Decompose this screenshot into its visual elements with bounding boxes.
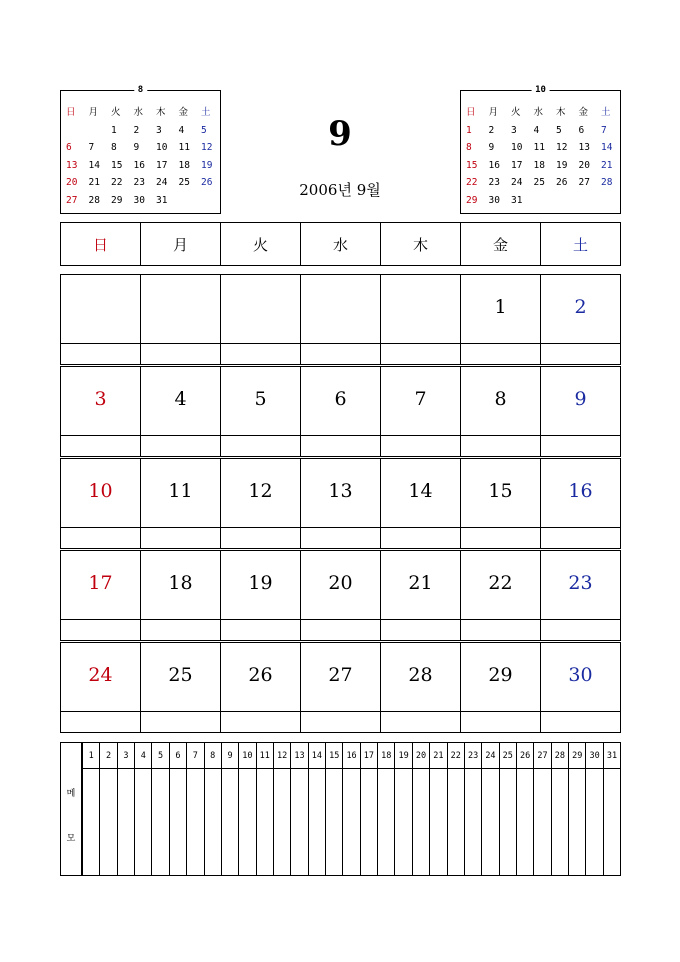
day-cell[interactable]: [140, 551, 220, 640]
mini-day: 22: [466, 177, 478, 188]
day-cell[interactable]: [61, 643, 140, 732]
mini-day: 4: [178, 124, 185, 136]
mini-calendar-grid: [464, 104, 622, 209]
day-note-strip: [461, 527, 540, 548]
mini-day: 23: [488, 177, 500, 188]
day-number: 13: [328, 480, 353, 502]
mini-day: 1: [466, 124, 472, 136]
mini-day: 11: [533, 142, 545, 153]
memo-day-number: 19: [395, 743, 411, 769]
mini-day: 24: [156, 177, 168, 188]
day-note-strip: [61, 435, 140, 456]
day-cell[interactable]: [140, 367, 220, 456]
day-cell[interactable]: [460, 275, 540, 364]
memo-label-bottom: 모: [66, 834, 76, 844]
mini-weekday-label: 金: [578, 107, 589, 118]
mini-day: 6: [578, 124, 585, 136]
day-cell[interactable]: [300, 367, 380, 456]
memo-day-column[interactable]: [377, 743, 394, 875]
day-number: 29: [488, 664, 513, 686]
day-cell[interactable]: [220, 367, 300, 456]
day-cell[interactable]: [540, 275, 620, 364]
mini-day: 31: [511, 194, 523, 206]
day-number: 14: [408, 480, 433, 502]
day-cell[interactable]: [300, 459, 380, 548]
day-note-strip: [461, 619, 540, 640]
mini-calendar-previous: [60, 85, 221, 214]
day-number: 5: [254, 388, 267, 410]
mini-day: 17: [156, 159, 168, 171]
day-number: 25: [168, 664, 193, 686]
day-cell[interactable]: [460, 367, 540, 456]
weekday-header: 水: [300, 223, 380, 265]
mini-weekday-label: 金: [178, 107, 189, 118]
mini-day: 16: [488, 159, 500, 171]
memo-day-column[interactable]: [204, 743, 221, 875]
mini-day: 13: [66, 159, 78, 171]
month-number: 9: [328, 114, 352, 154]
day-number: 10: [88, 480, 113, 502]
mini-day: 6: [66, 142, 72, 153]
day-note-strip: [221, 619, 300, 640]
day-cell[interactable]: [380, 643, 460, 732]
memo-day-column[interactable]: [151, 743, 168, 875]
day-note-strip: [381, 527, 460, 548]
mini-day: 14: [601, 142, 613, 153]
day-cell[interactable]: [300, 275, 380, 364]
memo-day-column[interactable]: [481, 743, 498, 875]
memo-day-column[interactable]: [533, 743, 550, 875]
mini-day: 21: [88, 177, 100, 188]
day-note-strip: [61, 527, 140, 548]
mini-weekday-label: 土: [201, 107, 211, 118]
weekday-header: 金: [460, 223, 540, 265]
day-number: 4: [174, 388, 187, 410]
day-cell[interactable]: [380, 551, 460, 640]
mini-weekday-label: 火: [511, 107, 521, 118]
day-number: 30: [568, 664, 593, 686]
page-title: 2006년 9월: [299, 181, 381, 199]
mini-day: 30: [488, 194, 500, 206]
memo-label: [61, 743, 82, 875]
day-cell[interactable]: [140, 459, 220, 548]
memo-day-number: 2: [100, 743, 116, 769]
day-note-strip: [541, 527, 620, 548]
mini-weekday-label: 日: [66, 107, 76, 118]
memo-day-number: 28: [552, 743, 568, 769]
memo-day-number: 8: [205, 743, 221, 769]
day-number: 18: [168, 572, 193, 594]
day-note-strip: [381, 435, 460, 456]
memo-label-top: 메: [66, 789, 76, 799]
day-note-strip: [141, 527, 220, 548]
day-note-strip: [141, 619, 220, 640]
mini-weekday-label: 水: [533, 107, 544, 118]
memo-day-number: 13: [291, 743, 307, 769]
memo-day-number: 30: [586, 743, 602, 769]
mini-day: 2: [133, 124, 140, 136]
memo-day-number: 31: [604, 743, 620, 769]
mini-day: 23: [133, 177, 145, 188]
mini-calendar-month-label: 8: [134, 83, 147, 97]
mini-day: 28: [601, 177, 613, 188]
day-note-strip: [301, 435, 380, 456]
mini-day: 12: [201, 142, 213, 153]
week-row: [60, 642, 621, 733]
day-note-strip: [461, 343, 540, 364]
day-cell[interactable]: [460, 459, 540, 548]
mini-day: 14: [88, 159, 100, 171]
day-number: 26: [248, 664, 273, 686]
memo-day-number: 9: [222, 743, 238, 769]
memo-day-number: 26: [517, 743, 533, 769]
memo-day-column[interactable]: [342, 743, 359, 875]
mini-day: 1: [111, 124, 117, 136]
mini-day: 28: [88, 194, 100, 206]
day-note-strip: [221, 435, 300, 456]
day-cell[interactable]: [460, 551, 540, 640]
week-row: [60, 550, 621, 641]
mini-calendar-next: [460, 85, 621, 214]
mini-day: 2: [488, 124, 495, 136]
day-cell[interactable]: [540, 459, 620, 548]
mini-day: 26: [556, 177, 568, 188]
mini-day: 12: [556, 142, 568, 153]
memo-day-column[interactable]: [134, 743, 151, 875]
mini-day: 24: [511, 177, 523, 188]
week-row: [60, 274, 621, 365]
memo-day-number: 10: [239, 743, 255, 769]
mini-day: 15: [466, 159, 478, 171]
day-note-strip: [541, 711, 620, 732]
day-note-strip: [461, 435, 540, 456]
day-number: 12: [248, 480, 273, 502]
mini-day: 4: [533, 124, 540, 136]
day-note-strip: [141, 435, 220, 456]
memo-day-column[interactable]: [169, 743, 186, 875]
mini-weekday-label: 木: [156, 107, 166, 118]
memo-day-number: 25: [500, 743, 516, 769]
week-row: [60, 366, 621, 457]
weekday-header: 木: [380, 223, 460, 265]
day-note-strip: [141, 343, 220, 364]
memo-day-column[interactable]: [447, 743, 464, 875]
mini-weekday-label: 土: [601, 107, 611, 118]
day-note-strip: [541, 435, 620, 456]
day-note-strip: [541, 619, 620, 640]
mini-day: 21: [601, 159, 613, 171]
week-row: [60, 458, 621, 549]
memo-day-column[interactable]: [325, 743, 342, 875]
memo-day-column[interactable]: [464, 743, 481, 875]
day-number: 17: [88, 572, 113, 594]
memo-day-number: 1: [83, 743, 99, 769]
memo-day-number: 16: [343, 743, 359, 769]
memo-day-column[interactable]: [308, 743, 325, 875]
mini-day: 20: [66, 177, 78, 188]
mini-day: 16: [133, 159, 145, 171]
mini-day: 22: [111, 177, 123, 188]
day-cell[interactable]: [380, 275, 460, 364]
day-note-strip: [381, 711, 460, 732]
memo-day-column[interactable]: [117, 743, 134, 875]
memo-day-number: 27: [534, 743, 550, 769]
day-number: 9: [574, 388, 587, 410]
day-number: 23: [568, 572, 593, 594]
mini-day: [64, 122, 87, 140]
mini-weekday-label: 水: [133, 107, 144, 118]
day-note-strip: [61, 343, 140, 364]
day-cell[interactable]: [540, 367, 620, 456]
day-cell[interactable]: [140, 643, 220, 732]
mini-day: 8: [111, 142, 117, 153]
mini-day: [177, 192, 200, 210]
day-cell[interactable]: [220, 275, 300, 364]
day-cell[interactable]: [220, 643, 300, 732]
day-note-strip: [61, 711, 140, 732]
memo-day-column[interactable]: [256, 743, 273, 875]
memo-day-number: 21: [430, 743, 446, 769]
mini-day: 3: [511, 124, 517, 136]
mini-day: 25: [533, 177, 545, 188]
day-note-strip: [221, 527, 300, 548]
day-number: 28: [408, 664, 433, 686]
memo-day-column[interactable]: [360, 743, 377, 875]
memo-day-column[interactable]: [429, 743, 446, 875]
mini-day: 7: [88, 142, 95, 153]
day-cell[interactable]: [220, 551, 300, 640]
day-cell[interactable]: [61, 275, 140, 364]
day-cell[interactable]: [300, 643, 380, 732]
mini-day: 9: [133, 142, 140, 153]
day-note-strip: [461, 711, 540, 732]
day-number: 21: [408, 572, 433, 594]
mini-day: 10: [156, 142, 168, 153]
day-number: 24: [88, 664, 113, 686]
mini-day: 11: [178, 142, 190, 153]
mini-day: 7: [601, 124, 607, 136]
day-number: 6: [334, 388, 347, 410]
day-note-strip: [381, 619, 460, 640]
mini-day: 26: [201, 177, 213, 188]
mini-day: 20: [578, 159, 590, 171]
day-number: 3: [94, 388, 107, 410]
mini-day: 27: [578, 177, 590, 188]
mini-day: 3: [156, 124, 162, 136]
day-note-strip: [141, 711, 220, 732]
day-note-strip: [301, 527, 380, 548]
memo-day-number: 3: [118, 743, 134, 769]
mini-calendar-month-label: 10: [531, 83, 550, 97]
day-number: 7: [414, 388, 427, 410]
day-note-strip: [301, 711, 380, 732]
day-number: 1: [494, 296, 507, 318]
mini-day: 25: [178, 177, 190, 188]
weekday-header: 日: [92, 235, 108, 254]
day-number: 16: [568, 480, 593, 502]
mini-day: 31: [156, 194, 168, 206]
mini-day: 18: [533, 159, 545, 171]
mini-day: 9: [488, 142, 495, 153]
day-note-strip: [221, 711, 300, 732]
mini-day: [199, 192, 222, 210]
mini-day: 30: [133, 194, 145, 206]
mini-day: 10: [511, 142, 523, 153]
memo-day-number: 11: [257, 743, 273, 769]
mini-weekday-label: 月: [88, 107, 99, 118]
mini-day: 27: [66, 194, 78, 206]
memo-day-column[interactable]: [394, 743, 411, 875]
day-number: 22: [488, 572, 513, 594]
mini-weekday-label: 火: [111, 107, 121, 118]
day-number: 20: [328, 572, 353, 594]
day-note-strip: [381, 343, 460, 364]
memo-day-column[interactable]: [238, 743, 255, 875]
mini-day: 13: [578, 142, 590, 153]
mini-day: 15: [111, 159, 123, 171]
memo-day-column[interactable]: [186, 743, 203, 875]
mini-day: [532, 192, 555, 210]
day-cell[interactable]: [61, 367, 140, 456]
memo-day-number: 29: [569, 743, 585, 769]
day-number: 8: [494, 388, 507, 410]
day-cell[interactable]: [460, 643, 540, 732]
day-note-strip: [301, 343, 380, 364]
weekday-header: 火: [220, 223, 300, 265]
memo-day-column[interactable]: [585, 743, 602, 875]
mini-day: 29: [111, 194, 123, 206]
weekday-header-row: [60, 222, 621, 266]
memo-day-column[interactable]: [516, 743, 533, 875]
day-cell[interactable]: [220, 459, 300, 548]
day-cell[interactable]: [540, 643, 620, 732]
day-note-strip: [221, 343, 300, 364]
memo-day-column[interactable]: [99, 743, 116, 875]
mini-day: 18: [178, 159, 190, 171]
mini-day: [554, 192, 577, 210]
memo-day-number: 7: [187, 743, 203, 769]
mini-day: 5: [556, 124, 562, 136]
mini-day: 29: [466, 194, 478, 206]
memo-day-column[interactable]: [273, 743, 290, 875]
memo-day-number: 6: [170, 743, 186, 769]
mini-day: 5: [201, 124, 207, 136]
day-cell[interactable]: [61, 459, 140, 548]
mini-day: [577, 192, 600, 210]
mini-day: 17: [511, 159, 523, 171]
day-number: 11: [168, 480, 193, 502]
memo-day-number: 17: [361, 743, 377, 769]
weekday-header: 土: [540, 223, 620, 265]
day-cell[interactable]: [380, 459, 460, 548]
memo-day-number: 14: [309, 743, 325, 769]
memo-day-column[interactable]: [551, 743, 568, 875]
day-number: 15: [488, 480, 513, 502]
memo-day-column[interactable]: [221, 743, 238, 875]
day-cell[interactable]: [140, 275, 220, 364]
memo-day-column[interactable]: [499, 743, 516, 875]
mini-day: 19: [556, 159, 568, 171]
day-cell[interactable]: [300, 551, 380, 640]
day-number: 27: [328, 664, 353, 686]
memo-day-column[interactable]: [290, 743, 307, 875]
mini-day: [599, 192, 622, 210]
mini-calendar-grid: [64, 104, 222, 209]
memo-section: [60, 742, 621, 876]
memo-day-number: 24: [482, 743, 498, 769]
mini-weekday-label: 日: [466, 107, 476, 118]
day-note-strip: [541, 343, 620, 364]
day-note-strip: [301, 619, 380, 640]
memo-day-number: 18: [378, 743, 394, 769]
day-number: 19: [248, 572, 273, 594]
mini-weekday-label: 木: [556, 107, 566, 118]
memo-day-number: 20: [413, 743, 429, 769]
mini-day: 8: [466, 142, 472, 153]
memo-day-number: 5: [152, 743, 168, 769]
day-cell[interactable]: [540, 551, 620, 640]
mini-day: [87, 122, 110, 140]
mini-weekday-label: 月: [488, 107, 499, 118]
weekday-header: 月: [140, 223, 220, 265]
memo-day-number: 23: [465, 743, 481, 769]
memo-day-column[interactable]: [412, 743, 429, 875]
memo-day-number: 12: [274, 743, 290, 769]
day-cell[interactable]: [61, 551, 140, 640]
memo-day-number: 22: [448, 743, 464, 769]
memo-day-column[interactable]: [603, 743, 620, 875]
memo-day-number: 4: [135, 743, 151, 769]
day-cell[interactable]: [380, 367, 460, 456]
day-note-strip: [61, 619, 140, 640]
memo-day-number: 15: [326, 743, 342, 769]
memo-day-column[interactable]: [82, 743, 99, 875]
day-number: 2: [574, 296, 587, 318]
memo-day-column[interactable]: [568, 743, 585, 875]
mini-day: 19: [201, 159, 213, 171]
